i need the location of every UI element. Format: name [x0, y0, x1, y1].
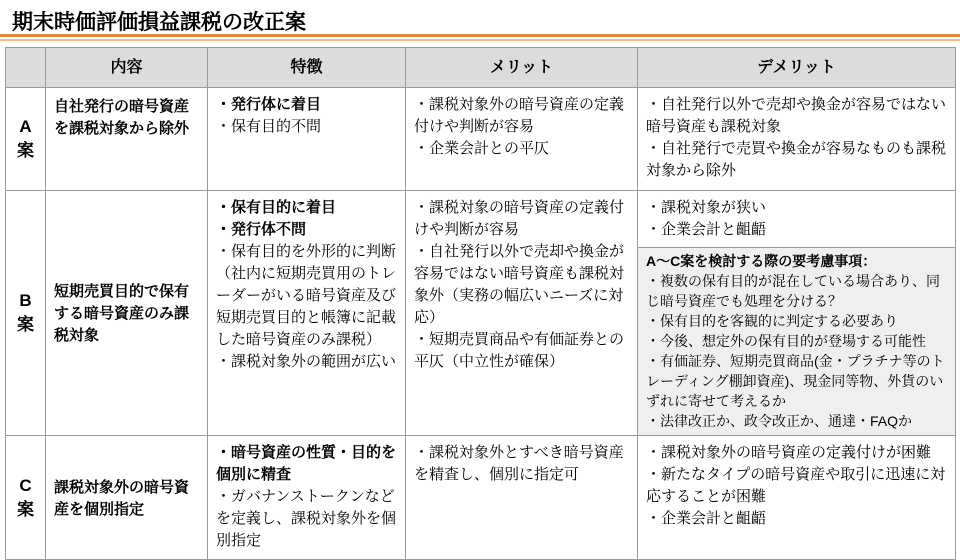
demerits-item: ・自社発行で売買や換金が容易なものも課税対象から除外 — [646, 140, 947, 179]
features-bold-item: ・暗号資産の性質・目的を個別に精査 — [216, 444, 397, 483]
note-item: ・複数の保有目的が混在している場合あり、同じ暗号資産でも処理を分ける？ — [646, 273, 940, 309]
row-label-part: 案 — [17, 315, 34, 334]
demerits-cell — [638, 436, 956, 560]
features-cell — [208, 436, 406, 560]
note-heading: A～C案を検討する際の要考慮事項： — [646, 253, 877, 269]
demerits-item: ・課税対象が狭い — [646, 199, 767, 216]
features-item: ・課税対象外の範囲が広い — [216, 353, 397, 370]
consideration-note — [638, 247, 955, 435]
features-cell — [208, 191, 406, 436]
demerits-cell — [638, 191, 956, 436]
content-cell: 課税対象外の暗号資産を個別指定 — [46, 436, 208, 560]
header-features: 特徴 — [208, 48, 406, 88]
row-label — [6, 191, 46, 436]
demerits-item: ・企業会計と齟齬 — [646, 221, 767, 238]
demerits-item: ・新たなタイプの暗号資産や取引に迅速に対応することが困難 — [646, 466, 946, 505]
features-item: ・保有目的不問 — [216, 118, 322, 135]
title-underline-secondary — [0, 39, 960, 41]
header-demerits: デメリット — [638, 48, 956, 88]
page-title: 期末時価評価損益課税の改正案 — [12, 11, 306, 34]
note-item: ・今後、想定外の保有目的が登場する可能性 — [646, 333, 926, 349]
merits-cell — [406, 88, 638, 191]
features-item: ・保有目的を外形的に判断（社内に短期売買用のトレーダーがいる暗号資産及び短期売買目的と帳簿に記載した暗号資産のみ課税） — [216, 243, 397, 348]
content-cell: 短期売買目的で保有する暗号資産のみ課税対象 — [46, 191, 208, 436]
row-label-part: 案 — [17, 499, 34, 519]
table-header-row — [6, 48, 956, 88]
row-label — [6, 436, 46, 560]
table-row — [6, 191, 956, 436]
features-bold-item: ・発行体に着目 — [216, 96, 322, 113]
header-merits: メリット — [406, 48, 638, 88]
merits-cell — [406, 436, 638, 560]
proposal-table — [5, 47, 956, 560]
features-bold-item: ・保有目的に着目 — [216, 199, 337, 216]
merits-item: ・企業会計との平仄 — [414, 140, 550, 157]
merits-item: ・課税対象の暗号資産の定義付けや判断が容易 — [414, 199, 625, 238]
demerits-item: ・自社発行以外で売却や換金が容易ではない暗号資産も課税対象 — [646, 96, 947, 135]
note-item: ・有価証券、短期売買商品(金・プラチナ等のトレーディング棚卸資産)、現金同等物、外貨のいずれに寄せて考えるか — [646, 353, 945, 409]
row-label-part: C — [19, 475, 32, 495]
features-cell — [208, 88, 406, 191]
demerits-cell — [638, 88, 956, 191]
header-blank — [6, 48, 46, 88]
features-item: ・ガバナンストークンなどを定義し、課税対象外を個別指定 — [216, 488, 397, 549]
merits-item: ・課税対象外とすべき暗号資産を精査し、個別に指定可 — [414, 444, 624, 483]
content-cell: 自社発行の暗号資産を課税対象から除外 — [46, 88, 208, 191]
merits-cell — [406, 191, 638, 436]
row-label-part: B — [19, 291, 32, 310]
merits-item: ・短期売買商品や有価証券との平仄（中立性が確保） — [414, 331, 625, 370]
demerits-item: ・企業会計と齟齬 — [646, 510, 767, 527]
note-item: ・保有目的を客観的に判定する必要あり — [646, 313, 898, 329]
row-label-part: 案 — [17, 141, 34, 160]
table-row — [6, 88, 956, 191]
features-bold-item: ・発行体不問 — [216, 221, 307, 238]
table-row — [6, 436, 956, 560]
row-label-part: A — [19, 117, 32, 136]
row-label — [6, 88, 46, 191]
merits-item: ・課税対象外の暗号資産の定義付けや判断が容易 — [414, 96, 625, 135]
merits-item: ・自社発行以外で売却や換金が容易ではない暗号資産も課税対象外（実務の幅広いニーズに対応） — [414, 243, 625, 326]
demerits-item: ・課税対象外の暗号資産の定義付けが困難 — [646, 444, 932, 461]
header-content: 内容 — [46, 48, 208, 88]
title-underline — [0, 34, 960, 37]
note-item: ・法律改正か、政令改正か、通達・FAQか — [646, 413, 913, 429]
